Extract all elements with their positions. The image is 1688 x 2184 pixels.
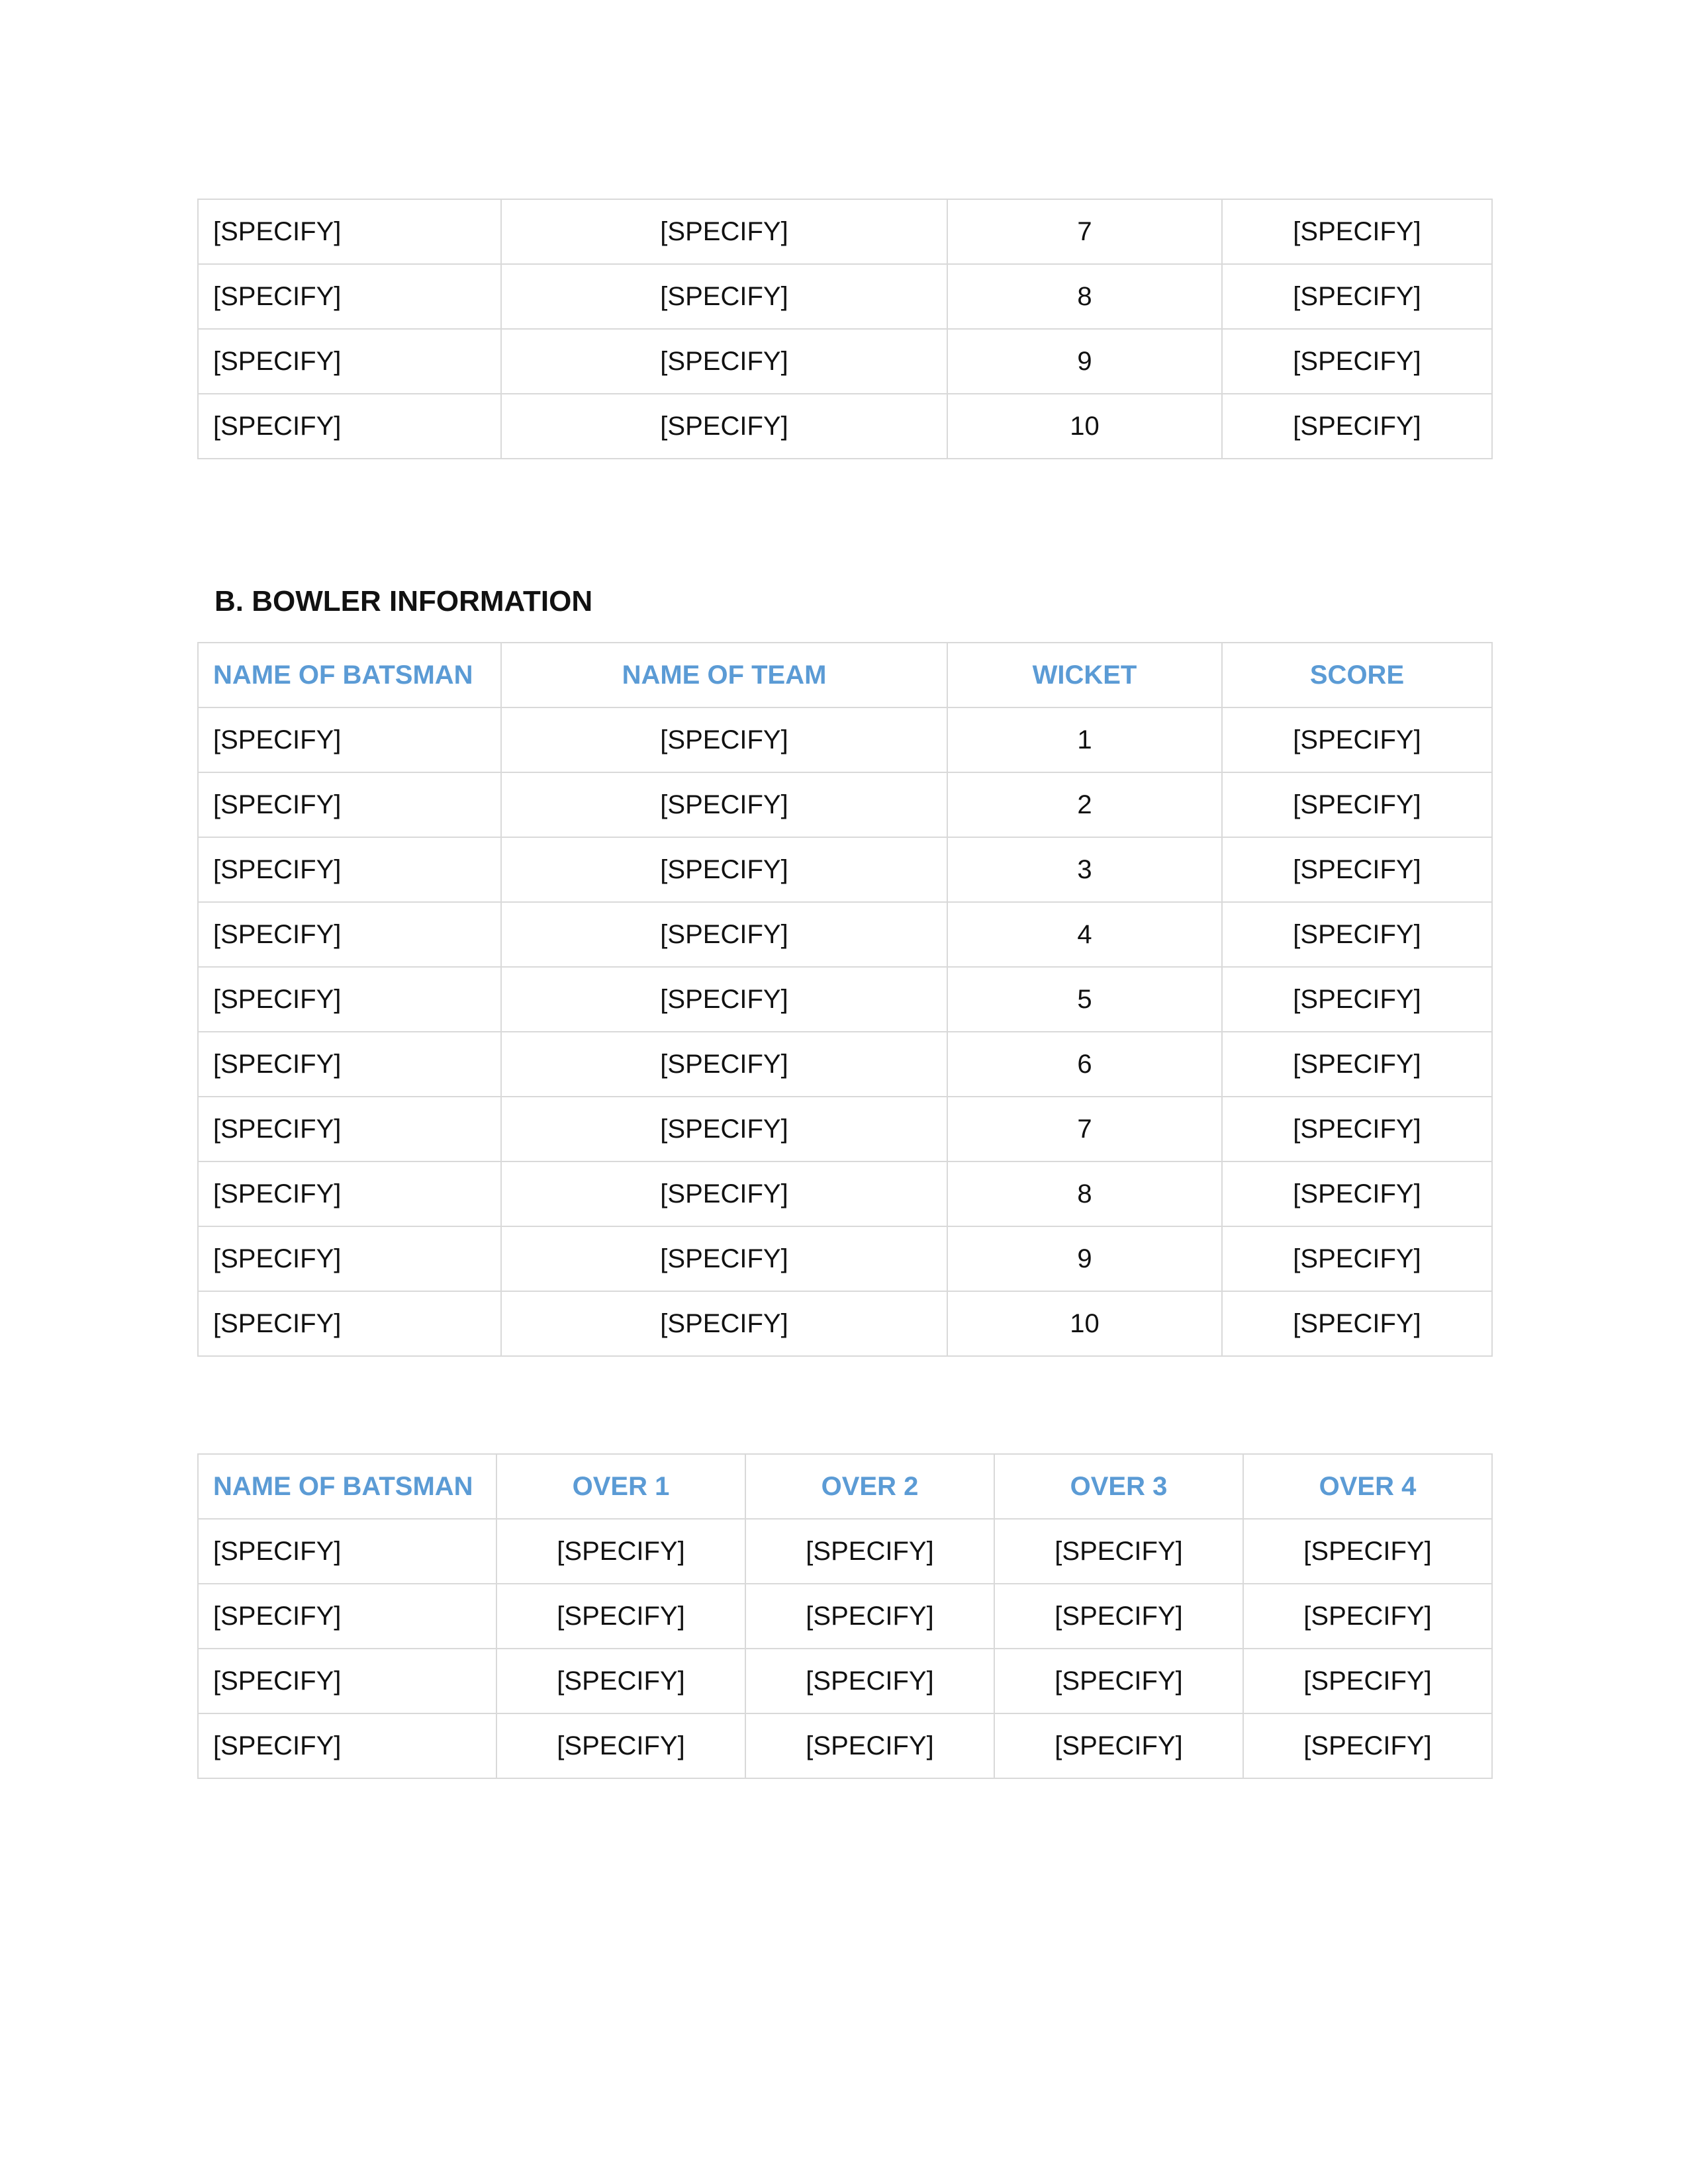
team-name-cell: [SPECIFY] [501, 902, 947, 967]
batsman-name-cell: [SPECIFY] [198, 772, 501, 837]
bowler-information-table [197, 642, 1493, 1357]
overs-table [197, 1453, 1493, 1779]
header-name-of-batsman: NAME OF BATSMAN [198, 643, 501, 707]
wicket-cell: 8 [947, 264, 1222, 329]
batsman-name-cell: [SPECIFY] [198, 329, 501, 394]
batsman-name-cell: [SPECIFY] [198, 837, 501, 902]
score-cell: [SPECIFY] [1222, 199, 1492, 264]
table-row [198, 1032, 1492, 1097]
wicket-cell: 2 [947, 772, 1222, 837]
table-row [198, 264, 1492, 329]
score-cell: [SPECIFY] [1222, 1291, 1492, 1356]
team-name-cell: [SPECIFY] [501, 199, 947, 264]
score-cell: [SPECIFY] [1222, 1161, 1492, 1226]
batsman-name-cell: [SPECIFY] [198, 1291, 501, 1356]
table-row [198, 772, 1492, 837]
section-title-bowler-information: B. BOWLER INFORMATION [214, 585, 593, 617]
wicket-cell: 9 [947, 1226, 1222, 1291]
table-row [198, 199, 1492, 264]
header-over-4: OVER 4 [1243, 1454, 1492, 1519]
team-name-cell: [SPECIFY] [501, 772, 947, 837]
wicket-cell: 1 [947, 707, 1222, 772]
table-row [198, 1584, 1492, 1649]
wicket-cell: 5 [947, 967, 1222, 1032]
over-1-cell: [SPECIFY] [496, 1649, 745, 1713]
over-3-cell: [SPECIFY] [994, 1649, 1243, 1713]
batsman-name-cell: [SPECIFY] [198, 1226, 501, 1291]
team-name-cell: [SPECIFY] [501, 329, 947, 394]
table-row [198, 1097, 1492, 1161]
batsman-name-cell: [SPECIFY] [198, 1161, 501, 1226]
table-row [198, 1649, 1492, 1713]
team-name-cell: [SPECIFY] [501, 1097, 947, 1161]
table-header-row [198, 643, 1492, 707]
over-2-cell: [SPECIFY] [745, 1584, 994, 1649]
wicket-cell: 4 [947, 902, 1222, 967]
score-cell: [SPECIFY] [1222, 1032, 1492, 1097]
table-row [198, 837, 1492, 902]
over-4-cell: [SPECIFY] [1243, 1713, 1492, 1778]
team-name-cell: [SPECIFY] [501, 1291, 947, 1356]
table-row [198, 902, 1492, 967]
score-cell: [SPECIFY] [1222, 772, 1492, 837]
header-over-3: OVER 3 [994, 1454, 1243, 1519]
wicket-cell: 9 [947, 329, 1222, 394]
over-3-cell: [SPECIFY] [994, 1713, 1243, 1778]
batsman-name-cell: [SPECIFY] [198, 707, 501, 772]
over-3-cell: [SPECIFY] [994, 1519, 1243, 1584]
batsman-name-cell: [SPECIFY] [198, 1713, 496, 1778]
wicket-cell: 3 [947, 837, 1222, 902]
team-name-cell: [SPECIFY] [501, 967, 947, 1032]
wicket-cell: 6 [947, 1032, 1222, 1097]
table-row [198, 329, 1492, 394]
over-1-cell: [SPECIFY] [496, 1713, 745, 1778]
over-1-cell: [SPECIFY] [496, 1519, 745, 1584]
over-4-cell: [SPECIFY] [1243, 1649, 1492, 1713]
score-cell: [SPECIFY] [1222, 1226, 1492, 1291]
score-cell: [SPECIFY] [1222, 967, 1492, 1032]
table-row [198, 1519, 1492, 1584]
score-cell: [SPECIFY] [1222, 264, 1492, 329]
batsman-name-cell: [SPECIFY] [198, 199, 501, 264]
score-cell: [SPECIFY] [1222, 394, 1492, 459]
table-row [198, 1226, 1492, 1291]
header-over-2: OVER 2 [745, 1454, 994, 1519]
table-header-row [198, 1454, 1492, 1519]
over-4-cell: [SPECIFY] [1243, 1584, 1492, 1649]
over-1-cell: [SPECIFY] [496, 1584, 745, 1649]
score-cell: [SPECIFY] [1222, 329, 1492, 394]
over-4-cell: [SPECIFY] [1243, 1519, 1492, 1584]
team-name-cell: [SPECIFY] [501, 707, 947, 772]
batsman-name-cell: [SPECIFY] [198, 1584, 496, 1649]
batsman-name-cell: [SPECIFY] [198, 264, 501, 329]
team-name-cell: [SPECIFY] [501, 1161, 947, 1226]
over-3-cell: [SPECIFY] [994, 1584, 1243, 1649]
wicket-cell: 7 [947, 199, 1222, 264]
over-2-cell: [SPECIFY] [745, 1713, 994, 1778]
wicket-cell: 10 [947, 394, 1222, 459]
batsman-name-cell: [SPECIFY] [198, 967, 501, 1032]
score-cell: [SPECIFY] [1222, 902, 1492, 967]
table-row [198, 1161, 1492, 1226]
table-row [198, 1291, 1492, 1356]
header-name-of-batsman: NAME OF BATSMAN [198, 1454, 496, 1519]
table-row [198, 707, 1492, 772]
batsman-name-cell: [SPECIFY] [198, 1649, 496, 1713]
team-name-cell: [SPECIFY] [501, 1032, 947, 1097]
score-cell: [SPECIFY] [1222, 1097, 1492, 1161]
wicket-cell: 10 [947, 1291, 1222, 1356]
score-cell: [SPECIFY] [1222, 707, 1492, 772]
table-row [198, 1713, 1492, 1778]
batsman-name-cell: [SPECIFY] [198, 1097, 501, 1161]
table-row [198, 967, 1492, 1032]
team-name-cell: [SPECIFY] [501, 837, 947, 902]
batsman-name-cell: [SPECIFY] [198, 1519, 496, 1584]
batting-table-continued [197, 199, 1493, 459]
team-name-cell: [SPECIFY] [501, 264, 947, 329]
score-cell: [SPECIFY] [1222, 837, 1492, 902]
header-score: SCORE [1222, 643, 1492, 707]
batsman-name-cell: [SPECIFY] [198, 1032, 501, 1097]
over-2-cell: [SPECIFY] [745, 1649, 994, 1713]
wicket-cell: 8 [947, 1161, 1222, 1226]
header-name-of-team: NAME OF TEAM [501, 643, 947, 707]
batsman-name-cell: [SPECIFY] [198, 394, 501, 459]
header-wicket: WICKET [947, 643, 1222, 707]
table-row [198, 394, 1492, 459]
over-2-cell: [SPECIFY] [745, 1519, 994, 1584]
batsman-name-cell: [SPECIFY] [198, 902, 501, 967]
team-name-cell: [SPECIFY] [501, 394, 947, 459]
wicket-cell: 7 [947, 1097, 1222, 1161]
team-name-cell: [SPECIFY] [501, 1226, 947, 1291]
header-over-1: OVER 1 [496, 1454, 745, 1519]
